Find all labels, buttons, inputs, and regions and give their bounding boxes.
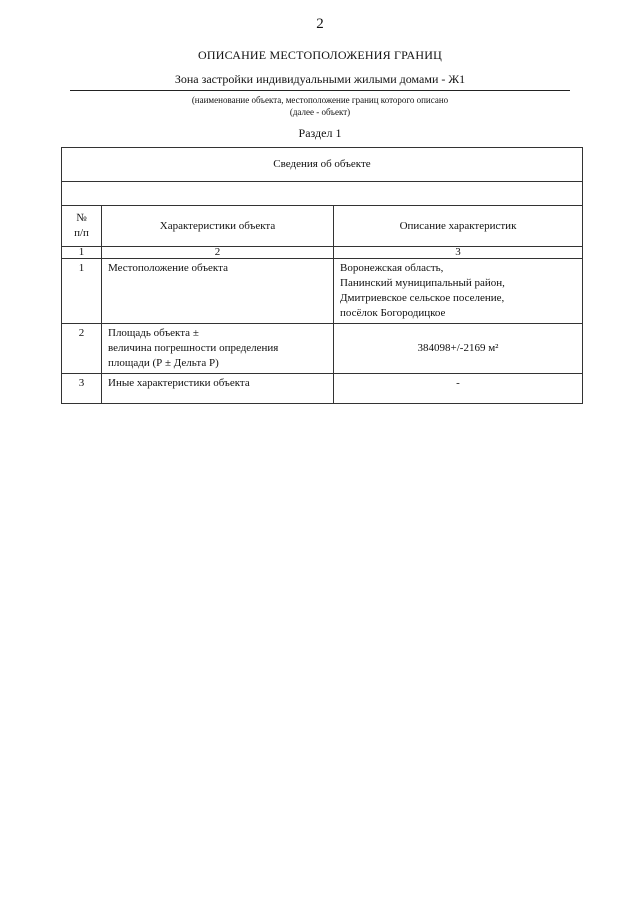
row-number: 3 xyxy=(62,374,102,404)
column-number: 1 xyxy=(62,247,102,259)
row-description xyxy=(334,259,583,324)
characteristic-line: площади (Р ± Дельта Р) xyxy=(108,357,219,369)
description-line: Воронежская область, xyxy=(340,262,444,274)
table-empty-row xyxy=(62,182,583,206)
object-name-underline xyxy=(70,90,570,91)
table-empty-cell xyxy=(62,182,583,206)
column-number-row xyxy=(62,247,583,259)
header-num-line-1: № xyxy=(76,212,87,224)
row-characteristic: Местоположение объекта xyxy=(102,259,334,324)
header-characteristics: Характеристики объекта xyxy=(102,206,334,247)
section-heading: Раздел 1 xyxy=(298,126,342,140)
object-name-caption xyxy=(70,94,570,118)
table-row xyxy=(62,259,583,324)
caption-line-1: (наименование объекта, местоположение границ которого описано xyxy=(191,95,449,105)
object-info-table xyxy=(61,147,583,404)
row-characteristic xyxy=(102,324,334,374)
description-line: посёлок Богородицкое xyxy=(340,307,446,319)
description-line: Дмитриевское сельское поселение, xyxy=(340,292,505,304)
header-num xyxy=(62,206,102,247)
description-line: Панинский муниципальный район, xyxy=(340,277,505,289)
column-number: 3 xyxy=(334,247,583,259)
column-number: 2 xyxy=(102,247,334,259)
characteristic-line: величина погрешности определения xyxy=(108,342,279,354)
page-number: 2 xyxy=(316,16,324,32)
header-description: Описание характеристик xyxy=(334,206,583,247)
row-number: 1 xyxy=(62,259,102,324)
table-row xyxy=(62,374,583,404)
row-description: 384098+/-2169 м² xyxy=(334,324,583,374)
table-title-row xyxy=(62,148,583,182)
table-row xyxy=(62,324,583,374)
row-number: 2 xyxy=(62,324,102,374)
object-name: Зона застройки индивидуальными жилыми домами - Ж1 xyxy=(174,72,466,86)
caption-line-2: (далее - объект) xyxy=(289,107,351,117)
document-title: ОПИСАНИЕ МЕСТОПОЛОЖЕНИЯ ГРАНИЦ xyxy=(198,48,442,62)
table-header-row xyxy=(62,206,583,247)
table-title: Сведения об объекте xyxy=(62,148,583,182)
row-characteristic: Иные характеристики объекта xyxy=(102,374,334,404)
row-description: - xyxy=(334,374,583,404)
header-num-line-2: п/п xyxy=(74,227,89,239)
characteristic-line: Площадь объекта ± xyxy=(108,327,199,339)
